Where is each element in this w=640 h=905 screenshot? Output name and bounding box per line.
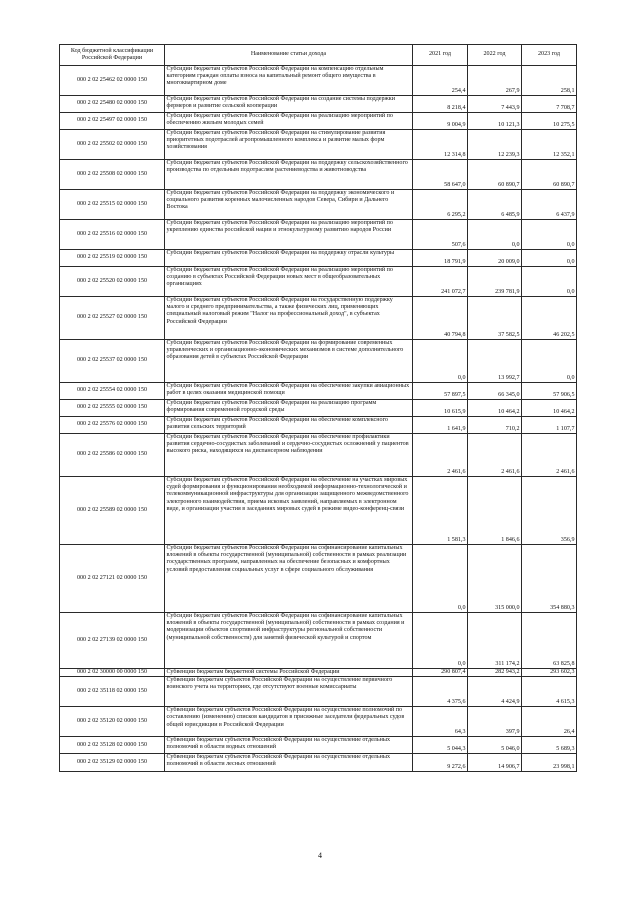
- row-code: 000 2 02 25462 02 0000 150: [60, 66, 165, 96]
- row-value-2021: 0,0: [413, 613, 468, 669]
- row-value-2022: 20 009,0: [468, 250, 522, 267]
- row-value-2023: 0,0: [522, 220, 577, 250]
- row-value-2022: 5 046,0: [468, 737, 522, 754]
- row-value-2022: 1 846,6: [468, 477, 522, 545]
- row-value-2021: 2 461,6: [413, 434, 468, 477]
- row-value-2021: 0,0: [413, 340, 468, 383]
- table-row: [60, 417, 577, 434]
- row-value-2021: 4 375,6: [413, 677, 468, 707]
- row-name: Субвенции бюджетам субъектов Российской Федерации на осуществление первичного воинского учета на территориях, где отсутствуют военные комиссариаты: [165, 677, 413, 707]
- row-name: Субсидии бюджетам субъектов Российской Федерации на поддержку экономического и социального развития коренных малочисленных народов Севера, Сибири и Дальнего Востока: [165, 190, 413, 220]
- table-row: [60, 754, 577, 772]
- row-code: 000 2 02 30000 00 0000 150: [60, 669, 165, 677]
- row-value-2023: 258,1: [522, 66, 577, 96]
- row-code: 000 2 02 35120 02 0000 150: [60, 707, 165, 737]
- table-row: [60, 400, 577, 417]
- table-row: [60, 669, 577, 677]
- row-name: Субсидии бюджетам субъектов Российской Федерации на реализацию мероприятий по созданию в субъектах Российской Федерации новых мест в общеобразовательных организациях: [165, 267, 413, 297]
- row-name: Субсидии бюджетам субъектов Российской Федерации на обеспечение на участках мировых судей формирования и функционирования необходимой информационно-технологической и телекоммуникационной инфраструктуры для организации защищенного межведомственного электронного взаимодействия, приема исковых заявлений, направляемых в электронном виде, и организации участия в заседаниях мировых судей в режиме видео-конференц-связи: [165, 477, 413, 545]
- header-2022: 2022 год: [468, 45, 522, 66]
- row-value-2021: 9 272,6: [413, 754, 468, 772]
- row-value-2022: 282 943,2: [468, 669, 522, 677]
- row-name: Субсидии бюджетам субъектов Российской Федерации на поддержку сельскохозяйственного производства по отдельным подотраслям растениеводства и животноводства: [165, 160, 413, 190]
- row-value-2022: 66 345,0: [468, 383, 522, 400]
- table-row: [60, 613, 577, 669]
- row-value-2022: 10 464,2: [468, 400, 522, 417]
- row-code: 000 2 02 25555 02 0000 150: [60, 400, 165, 417]
- row-value-2023: 4 615,3: [522, 677, 577, 707]
- revenue-table: [59, 44, 577, 772]
- row-code: 000 2 02 25520 02 0000 150: [60, 267, 165, 297]
- row-value-2023: 7 708,7: [522, 96, 577, 113]
- header-code: Код бюджетной классификации Российской Федерации: [60, 45, 165, 66]
- row-value-2021: 6 295,2: [413, 190, 468, 220]
- table-row: [60, 477, 577, 545]
- table-row: [60, 160, 577, 190]
- row-name: Субсидии бюджетам субъектов Российской Федерации на реализацию мероприятий по укреплению единства российской нации и этнокультурному развитию народов России: [165, 220, 413, 250]
- table-row: [60, 250, 577, 267]
- row-value-2021: 5 044,3: [413, 737, 468, 754]
- row-value-2022: 12 239,3: [468, 130, 522, 160]
- row-code: 000 2 02 35118 02 0000 150: [60, 677, 165, 707]
- table-row: [60, 545, 577, 613]
- row-value-2023: 0,0: [522, 267, 577, 297]
- row-value-2023: 5 689,3: [522, 737, 577, 754]
- row-value-2022: 710,2: [468, 417, 522, 434]
- row-value-2023: 63 825,8: [522, 613, 577, 669]
- row-value-2021: 18 791,9: [413, 250, 468, 267]
- row-value-2021: 241 072,7: [413, 267, 468, 297]
- table-row: [60, 737, 577, 754]
- row-value-2023: 26,4: [522, 707, 577, 737]
- row-value-2023: 10 464,2: [522, 400, 577, 417]
- row-name: Субвенции бюджетам субъектов Российской Федерации на осуществление отдельных полномочий в области лесных отношений: [165, 754, 413, 772]
- row-name: Субвенции бюджетам бюджетной системы Российской Федерации: [165, 669, 413, 677]
- row-value-2021: 58 647,0: [413, 160, 468, 190]
- row-value-2021: 9 004,9: [413, 113, 468, 130]
- row-name: Субсидии бюджетам субъектов Российской Федерации на обеспечение закупки авиационных работ в целях оказания медицинской помощи: [165, 383, 413, 400]
- row-name: Субсидии бюджетам субъектов Российской Федерации на создание системы поддержки фермеров и развитие сельской кооперации: [165, 96, 413, 113]
- row-code: 000 2 02 25502 02 0000 150: [60, 130, 165, 160]
- table-row: [60, 96, 577, 113]
- row-value-2022: 14 906,7: [468, 754, 522, 772]
- row-name: Субсидии бюджетам субъектов Российской Федерации на стимулирование развития приоритетных подотраслей агропромышленного комплекса и развитие малых форм хозяйствования: [165, 130, 413, 160]
- row-value-2022: 2 461,6: [468, 434, 522, 477]
- row-name: Субсидии бюджетам субъектов Российской Федерации на софинансирование капитальных вложений в объекты государственной (муниципальной) собственности в рамках реализации государственных программ, направленных на обеспечение безопасных и комфортных условий предоставления социальных услуг в сфере социального обслуживания: [165, 545, 413, 613]
- table-row: [60, 383, 577, 400]
- row-value-2021: 12 314,8: [413, 130, 468, 160]
- row-value-2022: 267,9: [468, 66, 522, 96]
- row-value-2022: 239 781,9: [468, 267, 522, 297]
- row-value-2023: 0,0: [522, 340, 577, 383]
- row-value-2023: 60 890,7: [522, 160, 577, 190]
- row-name: Субсидии бюджетам субъектов Российской Федерации на государственную поддержку малого и среднего предпринимательства, а также физических лиц, применяющих специальный налоговый режим "Налог на профессиональный доход", в субъектах Российской Федерации: [165, 297, 413, 340]
- row-name: Субсидии бюджетам субъектов Российской Федерации на реализацию мероприятий по обеспечению жильем молодых семей: [165, 113, 413, 130]
- row-value-2022: 4 424,9: [468, 677, 522, 707]
- row-value-2023: 12 352,1: [522, 130, 577, 160]
- row-value-2021: 57 897,5: [413, 383, 468, 400]
- row-value-2023: 0,0: [522, 250, 577, 267]
- table-row: [60, 297, 577, 340]
- table-row: [60, 113, 577, 130]
- table-row: [60, 707, 577, 737]
- row-name: Субсидии бюджетам субъектов Российской Федерации на реализацию программ формирования современной городской среды: [165, 400, 413, 417]
- row-value-2023: 46 202,5: [522, 297, 577, 340]
- table-row: [60, 434, 577, 477]
- row-value-2022: 37 582,5: [468, 297, 522, 340]
- row-name: Субвенции бюджетам субъектов Российской Федерации на осуществление отдельных полномочий в области водных отношений: [165, 737, 413, 754]
- row-name: Субсидии бюджетам субъектов Российской Федерации на формирование современных управленческих и организационно-экономических механизмов в системе дополнительного образования детей в субъектах Российской Федерации: [165, 340, 413, 383]
- table-row: [60, 677, 577, 707]
- row-code: 000 2 02 35128 02 0000 150: [60, 737, 165, 754]
- page-number: 4: [318, 851, 322, 860]
- table-body: [60, 66, 577, 772]
- row-code: 000 2 02 25554 02 0000 150: [60, 383, 165, 400]
- table-row: [60, 66, 577, 96]
- row-code: 000 2 02 25527 02 0000 150: [60, 297, 165, 340]
- table-row: [60, 190, 577, 220]
- row-code: 000 2 02 25508 02 0000 150: [60, 160, 165, 190]
- row-code: 000 2 02 25576 02 0000 150: [60, 417, 165, 434]
- row-value-2021: 290 807,4: [413, 669, 468, 677]
- row-code: 000 2 02 25537 02 0000 150: [60, 340, 165, 383]
- row-name: Субвенции бюджетам субъектов Российской Федерации на осуществление полномочий по составлению (изменению) списков кандидатов в присяжные заседатели федеральных судов общей юрисдикции в Российской Федерации: [165, 707, 413, 737]
- row-value-2023: 354 880,3: [522, 545, 577, 613]
- row-code: 000 2 02 27121 02 0000 150: [60, 545, 165, 613]
- table-header-row: [60, 45, 577, 66]
- row-name: Субсидии бюджетам субъектов Российской Федерации на обеспечение профилактики развития сердечно-сосудистых заболеваний и сердечно-сосудистых осложнений у пациентов высокого риска, находящихся на диспансерном наблюдении: [165, 434, 413, 477]
- table-row: [60, 220, 577, 250]
- row-value-2021: 0,0: [413, 545, 468, 613]
- row-value-2021: 64,3: [413, 707, 468, 737]
- header-2023: 2023 год: [522, 45, 577, 66]
- row-value-2022: 315 000,0: [468, 545, 522, 613]
- row-value-2023: 6 437,9: [522, 190, 577, 220]
- row-value-2022: 13 992,7: [468, 340, 522, 383]
- row-code: 000 2 02 35129 02 0000 150: [60, 754, 165, 772]
- row-value-2022: 397,9: [468, 707, 522, 737]
- row-code: 000 2 02 25497 02 0000 150: [60, 113, 165, 130]
- header-name: Наименование статьи дохода: [165, 45, 413, 66]
- row-code: 000 2 02 25480 02 0000 150: [60, 96, 165, 113]
- row-value-2023: 10 275,5: [522, 113, 577, 130]
- row-value-2022: 6 485,9: [468, 190, 522, 220]
- row-name: Субсидии бюджетам субъектов Российской Федерации на поддержку отрасли культуры: [165, 250, 413, 267]
- row-value-2021: 10 615,9: [413, 400, 468, 417]
- header-2021: 2021 год: [413, 45, 468, 66]
- row-code: 000 2 02 27139 02 0000 150: [60, 613, 165, 669]
- row-value-2021: 1 641,9: [413, 417, 468, 434]
- row-code: 000 2 02 25586 02 0000 150: [60, 434, 165, 477]
- table-row: [60, 267, 577, 297]
- row-value-2021: 8 218,4: [413, 96, 468, 113]
- row-name: Субсидии бюджетам субъектов Российской Федерации на софинансирование капитальных вложений в объекты государственной (муниципальной) собственности в рамках создания и модернизации объектов спортивной инфраструктуры региональной собственности (муниципальной собственности) для занятий физической культурой и спортом: [165, 613, 413, 669]
- row-value-2023: 293 602,3: [522, 669, 577, 677]
- row-value-2022: 0,0: [468, 220, 522, 250]
- row-code: 000 2 02 25589 02 0000 150: [60, 477, 165, 545]
- row-value-2022: 7 443,9: [468, 96, 522, 113]
- row-value-2023: 57 906,5: [522, 383, 577, 400]
- row-value-2022: 60 890,7: [468, 160, 522, 190]
- row-value-2021: 254,4: [413, 66, 468, 96]
- table-row: [60, 340, 577, 383]
- row-value-2021: 507,6: [413, 220, 468, 250]
- row-value-2023: 356,9: [522, 477, 577, 545]
- row-value-2022: 10 121,3: [468, 113, 522, 130]
- row-value-2023: 2 461,6: [522, 434, 577, 477]
- row-value-2023: 1 107,7: [522, 417, 577, 434]
- row-value-2022: 311 174,2: [468, 613, 522, 669]
- row-name: Субсидии бюджетам субъектов Российской Федерации на обеспечение комплексного развития сельских территорий: [165, 417, 413, 434]
- row-code: 000 2 02 25519 02 0000 150: [60, 250, 165, 267]
- row-code: 000 2 02 25515 02 0000 150: [60, 190, 165, 220]
- row-value-2023: 23 998,1: [522, 754, 577, 772]
- table-row: [60, 130, 577, 160]
- row-code: 000 2 02 25516 02 0000 150: [60, 220, 165, 250]
- row-value-2021: 40 794,8: [413, 297, 468, 340]
- row-name: Субсидии бюджетам субъектов Российской Федерации на компенсацию отдельным категориям граждан оплаты взноса на капитальный ремонт общего имущества в многоквартирном доме: [165, 66, 413, 96]
- row-value-2021: 1 581,3: [413, 477, 468, 545]
